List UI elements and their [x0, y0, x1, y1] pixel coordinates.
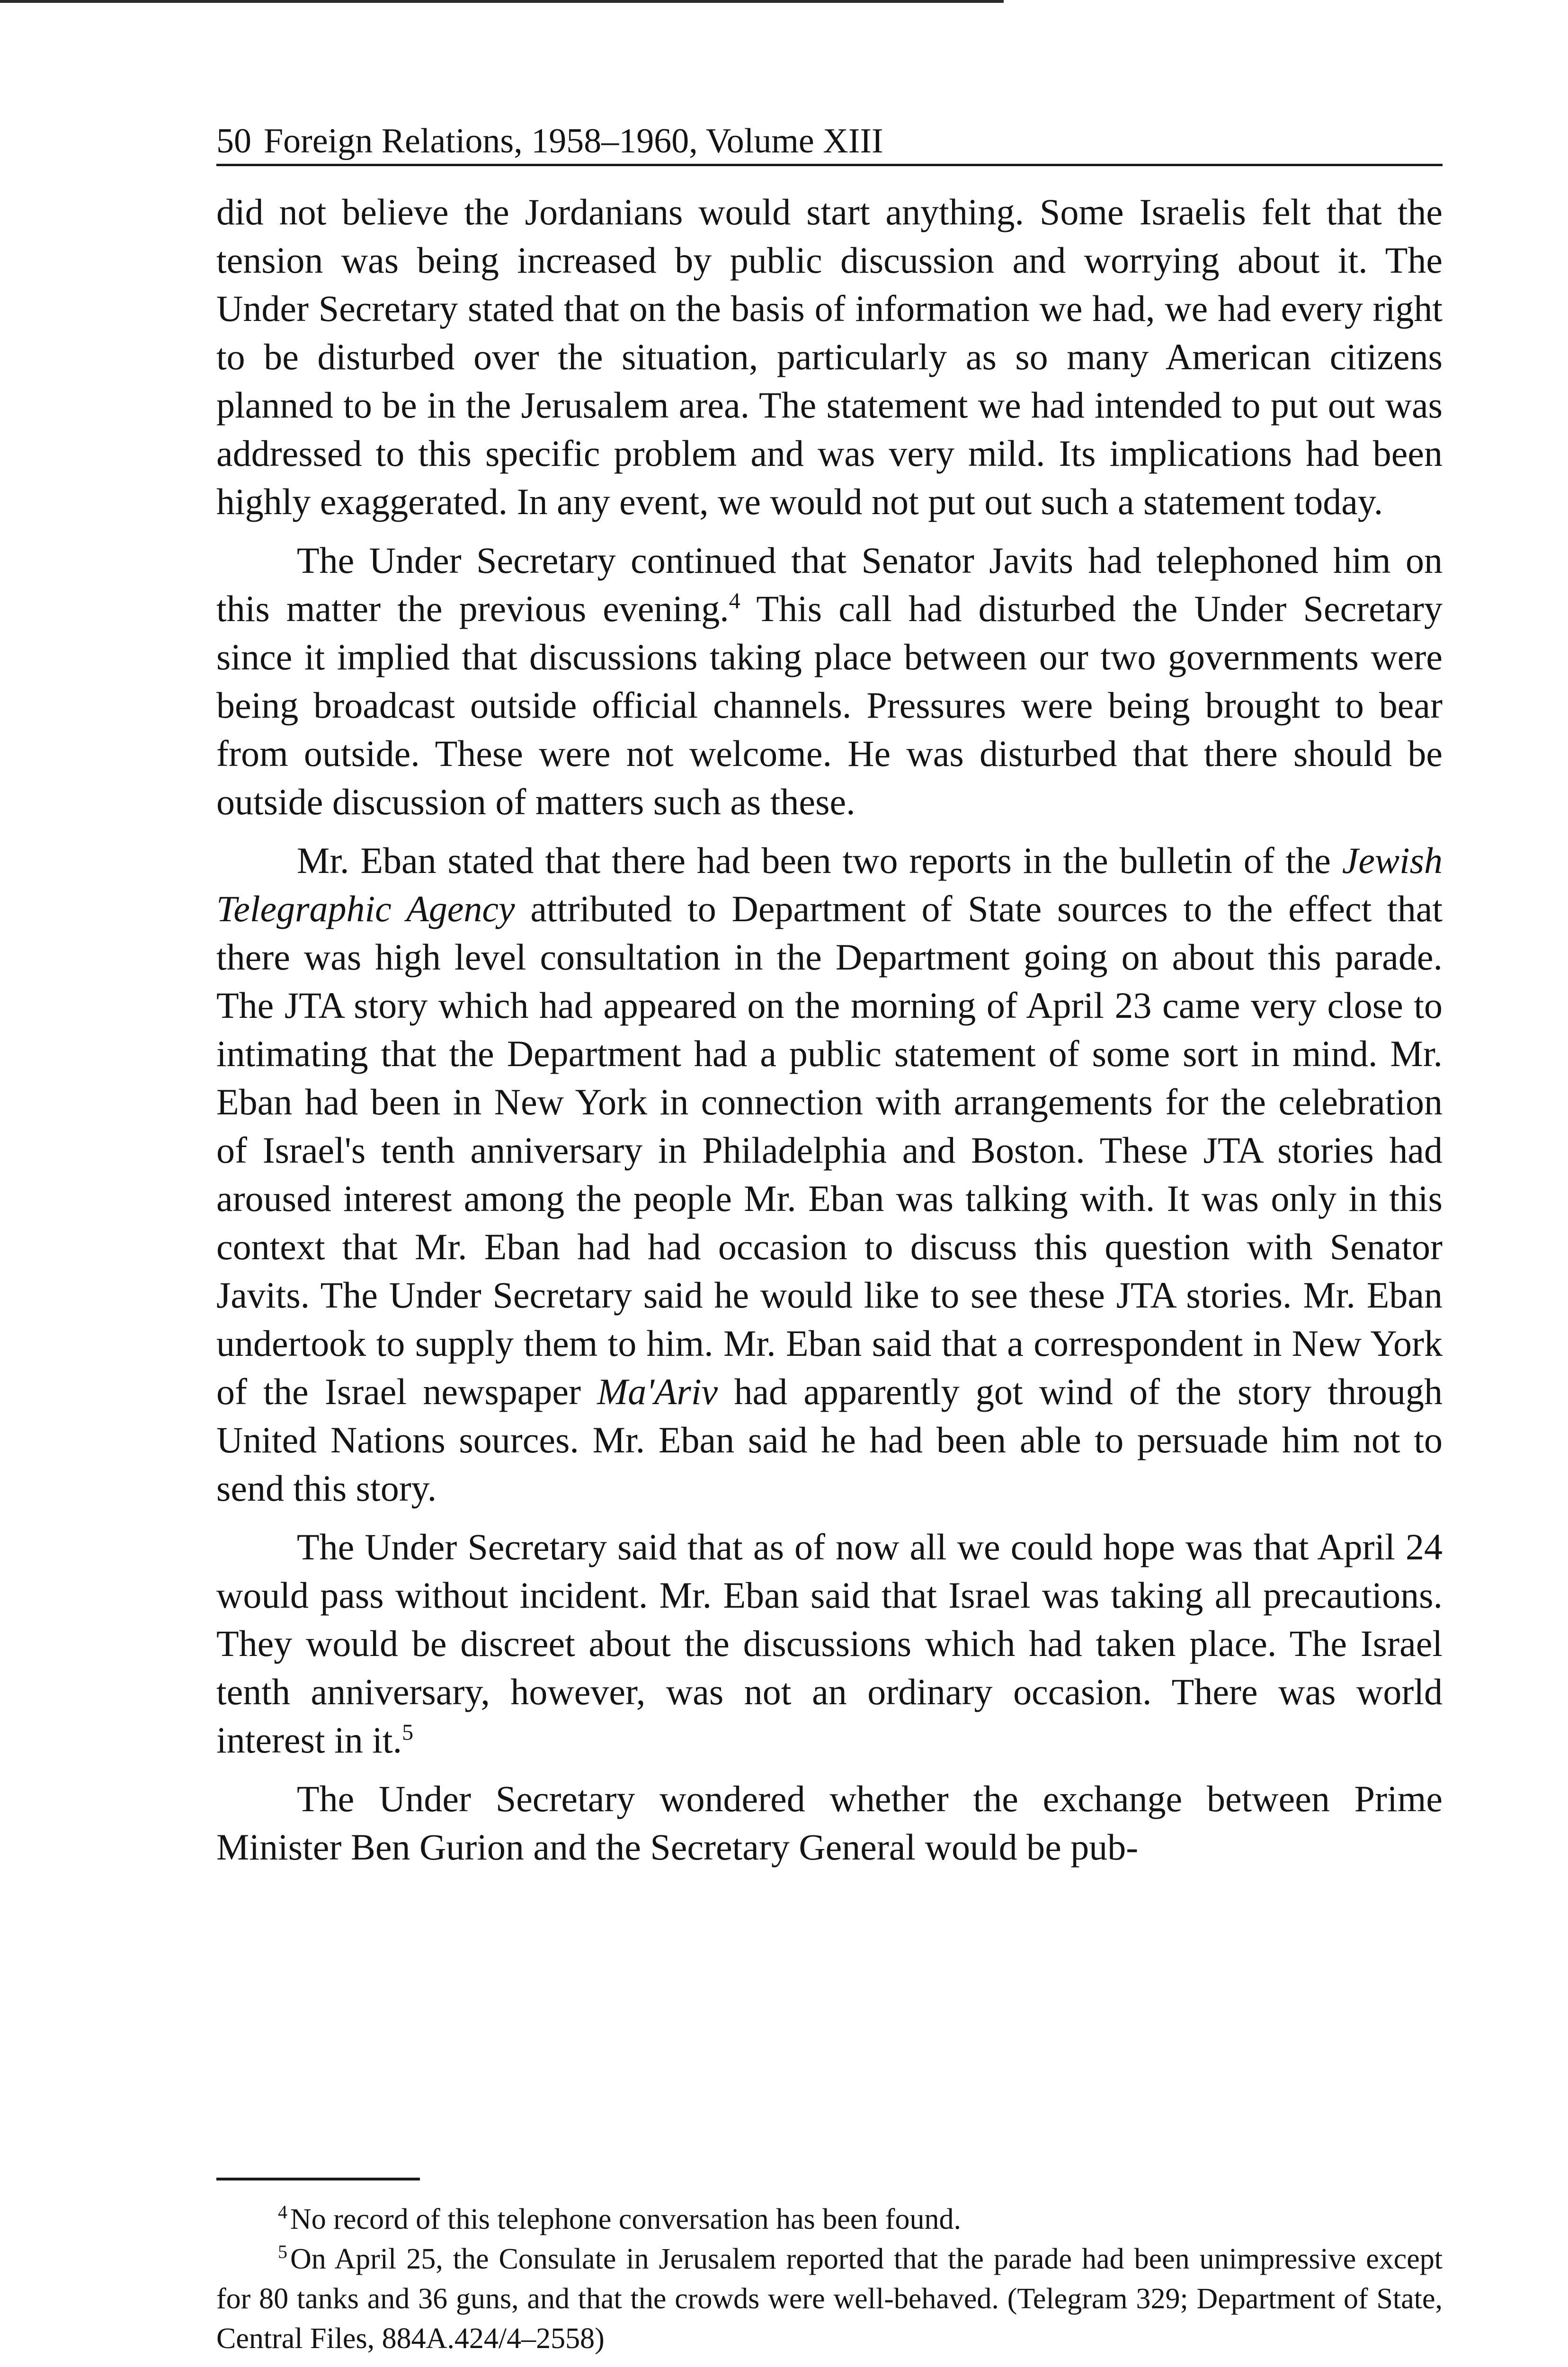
body-text: [216, 188, 1443, 1871]
page-number: 50: [216, 122, 251, 160]
footnote-4-text: No record of this telephone conversation has been found.: [290, 2203, 961, 2235]
footnote-5-mark: 5: [278, 2241, 287, 2263]
page-content: [216, 118, 1443, 1882]
agency-name: Jewish Telegraphic Agency: [216, 840, 1443, 929]
paragraph-3-text-a: Mr. Eban stated that there had been two reports in the bulletin of the: [297, 840, 1342, 881]
footnotes: [216, 2178, 1443, 2358]
paragraph-4-text: The Under Secretary said that as of now all we could hope was that April 24 would pass without incident. Mr. Eban said that Israel was taking all precautions. They would be discreet about the discussions which had taken place. The Israel tenth anniversary, however, was not an ordinary occasion. There was world interest in it.: [216, 1526, 1443, 1761]
running-head: [216, 118, 1443, 166]
paragraph-2-text-a: The Under Secretary continued that Senator Javits had telephoned him on this matter the previous evening.: [216, 540, 1443, 629]
paragraph-3-text-c: had apparently got wind of the story through United Nations sources. Mr. Eban said he had been able to persuade him not to send this story.: [216, 1371, 1443, 1509]
paragraph-2: [216, 536, 1443, 826]
volume-title: Foreign Relations, 1958–1960, Volume XIII: [264, 122, 883, 160]
footnote-ref-4: 4: [729, 588, 740, 614]
footnote-5-text: On April 25, the Consulate in Jerusalem reported that the parade had been unimpressive except for 80 tanks and 36 guns, and that the crowds were well-behaved. (Telegram 329; Department of State, Central Files, 884A.424/4–2558): [216, 2243, 1443, 2355]
footnote-rule: [216, 2178, 420, 2180]
paragraph-3: [216, 836, 1443, 1513]
paragraph-3-text-b: attributed to Department of State sources to the effect that there was high level consultation in the Department going on about this parade. The JTA story which had appeared on the morning of April 23 came very close to intimating that the Department had a public statement of some sort in mind. Mr. Eban had been in New York in connection with arrangements for the celebration of Israel's tenth anniversary in Philadelphia and Boston. These JTA stories had aroused interest among the people Mr. Eban was talking with. It was only in this context that Mr. Eban had had occasion to discuss this question with Senator Javits. The Under Secretary said he would like to see these JTA stories. Mr. Eban undertook to supply them to him. Mr. Eban said that a correspondent in New York of the Israel newspaper: [216, 888, 1443, 1412]
paragraph-1: did not believe the Jordanians would start anything. Some Israelis felt that the tension was being increased by public discussion and worrying about it. The Under Secretary stated that on the basis of information we had, we had every right to be disturbed over the situation, particularly as so many American citizens planned to be in the Jerusalem area. The statement we had intended to put out was addressed to this specific problem and was very mild. Its implications had been highly exaggerated. In any event, we would not put out such a statement today.: [216, 191, 1443, 522]
newspaper-name: Ma'Ariv: [597, 1371, 718, 1412]
footnote-4: [216, 2199, 1443, 2239]
paragraph-2-text-b: This call had disturbed the Under Secretary since it implied that discussions taking place between our two governments were being broadcast outside official channels. Pressures were being brought to bear from outside. These were not welcome. He was disturbed that there should be outside discussion of matters such as these.: [216, 588, 1443, 822]
footnote-4-mark: 4: [278, 2201, 287, 2223]
footnote-ref-5: 5: [402, 1720, 414, 1745]
footnote-5: [216, 2239, 1443, 2358]
top-edge-rule: [0, 0, 1004, 3]
paragraph-4: [216, 1523, 1443, 1764]
paragraph-5: The Under Secretary wondered whether the exchange between Prime Minister Ben Gurion and the Secretary General would be pub-: [216, 1778, 1443, 1868]
